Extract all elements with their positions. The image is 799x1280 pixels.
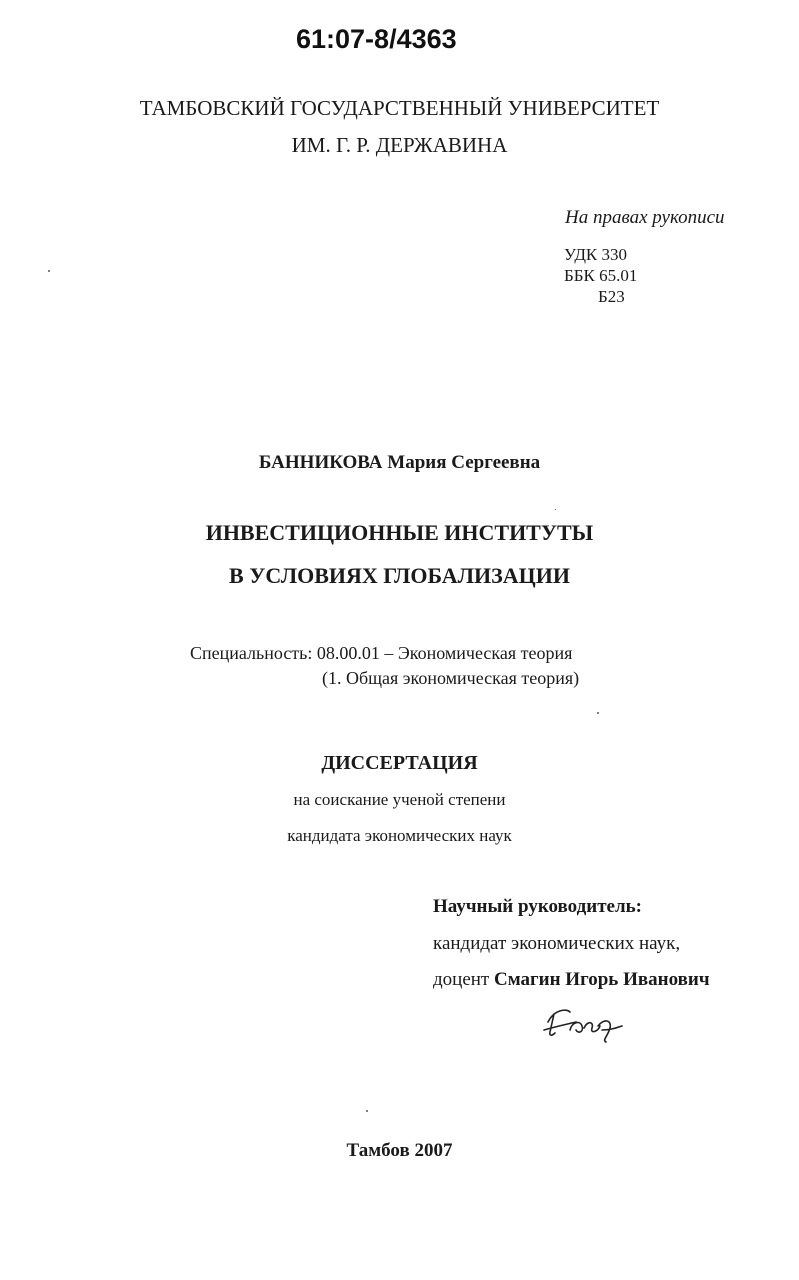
specialty-line1: Специальность: 08.00.01 – Экономическая теория	[190, 643, 573, 663]
bbk-code: ББК 65.01	[564, 266, 638, 285]
supervisor-signature	[540, 1000, 630, 1045]
university-name-line1: ТАМБОВСКИЙ ГОСУДАРСТВЕННЫЙ УНИВЕРСИТЕТ	[139, 96, 660, 120]
author-mark: Б23	[598, 287, 625, 306]
author-name: БАННИКОВА Мария Сергеевна	[258, 452, 541, 473]
dissertation-title-line2: В УСЛОВИЯХ ГЛОБАЛИЗАЦИИ	[229, 563, 570, 588]
university-name-line2: ИМ. Г. Р. ДЕРЖАВИНА	[291, 133, 508, 157]
manuscript-rights-note: На правах рукописи	[565, 207, 725, 228]
supervisor-rank-name	[433, 969, 710, 991]
supervisor-heading: Научный руководитель:	[433, 896, 642, 917]
supervisor-credentials: кандидат экономических наук,	[433, 933, 681, 954]
place-and-year: Тамбов 2007	[346, 1140, 453, 1161]
supervisor-name: Смагин Игорь Иванович	[494, 969, 710, 990]
specialty-line2: (1. Общая экономическая теория)	[322, 668, 580, 688]
udk-code: УДК 330	[564, 245, 628, 264]
scan-speck	[555, 509, 556, 510]
supervisor-rank: доцент	[433, 969, 490, 990]
degree-line2: кандидата экономических наук	[287, 826, 512, 845]
scan-speck	[366, 1110, 368, 1112]
archive-stamp: 61:07-8/4363	[296, 24, 457, 54]
dissertation-title-line1: ИНВЕСТИЦИОННЫЕ ИНСТИТУТЫ	[205, 520, 594, 545]
scan-speck	[48, 270, 50, 272]
degree-line1: на соискание ученой степени	[293, 790, 506, 809]
scan-speck	[597, 712, 599, 714]
document-type: ДИССЕРТАЦИЯ	[321, 752, 478, 774]
